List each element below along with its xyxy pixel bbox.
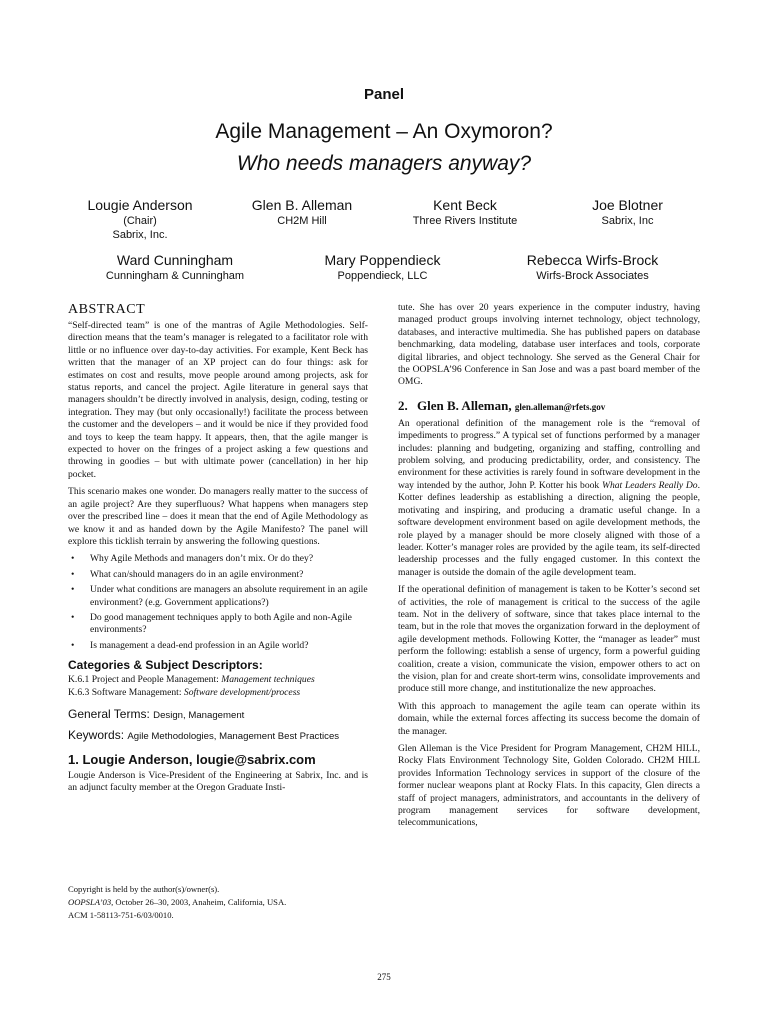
author-name: Mary Poppendieck (324, 252, 441, 268)
author-name: Glen B. Alleman (251, 197, 353, 213)
question-text: Is management a dead-end profession in an Agile world? (90, 639, 309, 651)
keywords-value: Agile Methodologies, Management Best Practices (127, 730, 340, 742)
question-text: Why Agile Methods and managers don’t mix. Or do they? (90, 553, 314, 565)
section-1-heading: 1. Lougie Anderson, lougie@sabrix.com (68, 751, 316, 767)
author-email-link[interactable]: glen.alleman@rfets.gov (514, 401, 606, 412)
continuation-paragraph: tute. She has over 20 years experience in the computer industry, having managed product groups involving internet technology, object technology, databases, and interactive multimedia. She has published papers on database benchmarking, data modeling, database user interfaces and tools, corporate digital libraries, and object technology. She served as the General Chair for the OOPSLA’96 Conference in San Jose and was a past board member of the OMG. (398, 302, 700, 388)
author-poppendieck (305, 251, 460, 283)
author-affiliation: Cunningham & Cunningham (105, 270, 245, 282)
panel-label: Panel (363, 86, 405, 103)
author-affiliation: Sabrix, Inc. (112, 229, 168, 241)
section-author: Glen B. Alleman, (417, 397, 512, 413)
list-item (68, 584, 368, 609)
bullet-icon: • (71, 568, 75, 580)
author-role: (Chair) (123, 215, 157, 227)
category-descriptor: Management techniques (221, 674, 315, 686)
author-alleman (232, 196, 372, 228)
section-2-paragraph-3: With this approach to management the agile team can operate within its domain, while the external forces affecting its success become the domain of the manager. (398, 700, 700, 737)
author-affiliation: CH2M Hill (277, 215, 327, 227)
list-item (68, 569, 368, 581)
copyright-line: Copyright is held by the author(s)/owner(s). (68, 884, 220, 894)
author-beck (390, 196, 540, 228)
question-list (68, 553, 368, 652)
author-name: Rebecca Wirfs-Brock (526, 252, 659, 268)
bullet-icon: • (71, 584, 75, 596)
section-2-heading (398, 398, 700, 414)
section-2-paragraph-2: If the operational definition of management is taken to be Kotter’s second set of activities, the role of management is critical to the success of the agile team. Not in the delivery of software, since that takes place internal to the team, but in the role that moves the organization forward in the deployment of agile development methods. Following Kotter, the “manager as leader” must perform the following: establish a sense of urgency, form a powerful guiding coalition, create a vision, communicate the vision, empower others to act on the vision, plan for and create short-term wins, consolidate improvements and produce still more change, and institutionalize the new approaches. (398, 584, 700, 695)
author-name: Ward Cunningham (116, 252, 234, 268)
category-code: K.6.3 Software Management: (68, 686, 184, 698)
author-affiliation: Wirfs-Brock Associates (536, 270, 649, 282)
author-affiliation: Three Rivers Institute (412, 215, 518, 227)
author-blotner (565, 196, 690, 228)
category-line-2 (68, 687, 368, 699)
text-run: . Kotter defines leadership as establishing a direction, aligning the people, motivating and inspiring, and producing a dramatic useful change. In a software development environment based on agile development methods, the role played by a manager should be more closely aligned with those of a leader. Kotter’s manager roles are provided by the agile team, its self-directed leadership processes and the fully engaged customer. In this context the manager is outside the domain of the agile development team. (398, 479, 700, 578)
author-name: Joe Blotner (592, 197, 663, 213)
section-2-paragraph-4: Glen Alleman is the Vice President for Program Management, CH2M HILL, Rocky Flats Environment Technology Site, Golden Colorado. CH2M HILL provides Information Technology services in support of the closure of the former nuclear weapons plant at Rocky Flats. In this capacity, Glen directs a staff of project managers, administrators, and accountants in the delivery of program management services for software development, telecommunications, (398, 743, 700, 829)
question-text: What can/should managers do in an agile environment? (90, 568, 304, 580)
list-item (68, 553, 368, 565)
categories-heading: Categories & Subject Descriptors: (68, 658, 263, 673)
conference-details: , October 26–30, 2003, Anaheim, California, USA. (111, 897, 287, 907)
section-number: 2. (398, 397, 408, 413)
abstract-paragraph-2: This scenario makes one wonder. Do managers really matter to the success of an agile project? Are they superfluous? What happens when managers step over the prescribed line – does it mean that the end of Agile Methodology as we know it and as handed down by the Agile Manifesto? The panel will explore this ticklish terrain by answering the following questions. (68, 486, 368, 547)
author-cunningham (90, 251, 260, 283)
keywords-label: Keywords: (68, 727, 125, 742)
book-title: What Leaders Really Do (601, 479, 698, 491)
conference-line (68, 896, 368, 909)
paper-title: Agile Management – An Oxymoron? (215, 120, 553, 143)
category-descriptor: Software development/process (183, 686, 301, 698)
author-affiliation: Sabrix, Inc (601, 215, 654, 227)
list-item (68, 612, 368, 637)
copyright-block (68, 883, 368, 922)
bullet-icon: • (71, 639, 75, 651)
category-line-1 (68, 674, 368, 686)
section-2-paragraph-1 (398, 418, 700, 579)
abstract-paragraph-1: “Self-directed team” is one of the mantras of Agile Methodologies. Self-direction means that the team’s manager is relegated to a facilitator role with little or no influence over day-to-day activities. For example, Kent Beck has written that the manager of an XP project can do four things: ask for estimates on cost and results, move people around among projects, ask for status reports, and cancel the project. Agile literature in general says that managers shouldn’t be directly involved in analysis, design, coding, testing or integration. They may (but only occasionally!) facilitate the process between the customer and the developers – and it would be nice if they provided food and toys to keep the team happy. It appears, then, that the agile manger is expected to hover on the fringes of a project asking a few questions and throwing in goodies – but with ultimate power (cancellation) in her hip pocket. (68, 320, 368, 480)
author-anderson (70, 196, 210, 242)
abstract-heading: ABSTRACT (68, 302, 146, 317)
paper-subtitle: Who needs managers anyway? (236, 152, 532, 175)
general-terms-label: General Terms: (68, 706, 150, 721)
author-affiliation: Poppendieck, LLC (337, 270, 428, 282)
question-text: Under what conditions are managers an absolute requirement in an agile environment? (e.g. Government applications?) (90, 584, 368, 608)
author-name: Lougie Anderson (87, 197, 193, 213)
keywords (68, 728, 368, 742)
left-column (68, 302, 368, 800)
right-column (398, 302, 700, 835)
acm-line: ACM 1-58113-751-6/03/0010. (68, 910, 174, 920)
question-text: Do good management techniques apply to both Agile and non-Agile environments? (90, 611, 352, 636)
list-item (68, 640, 368, 652)
general-terms (68, 707, 368, 721)
author-wirfs-brock (505, 251, 680, 283)
conference-name: OOPSLA’03 (68, 897, 112, 907)
category-code: K.6.1 Project and People Management: (68, 674, 222, 686)
author-name: Kent Beck (433, 197, 497, 213)
text-run: An operational definition of the management role is the “removal of impediments to progress.” A typical set of functions performed by a manager includes: planning and budgeting, organizing and staffing, controlling and problem solving, and producing predictability, order, and consistency. The environment for these activities is rarely found in software development in the way intended by the author, John P. Kotter his book (398, 417, 700, 491)
page-number: 275 (377, 972, 391, 982)
bullet-icon: • (71, 611, 75, 623)
general-terms-value: Design, Management (153, 709, 245, 721)
section-1-paragraph: Lougie Anderson is Vice-President of the Engineering at Sabrix, Inc. and is an adjunct faculty member at the Oregon Graduate Insti- (68, 769, 368, 794)
bullet-icon: • (71, 553, 75, 565)
